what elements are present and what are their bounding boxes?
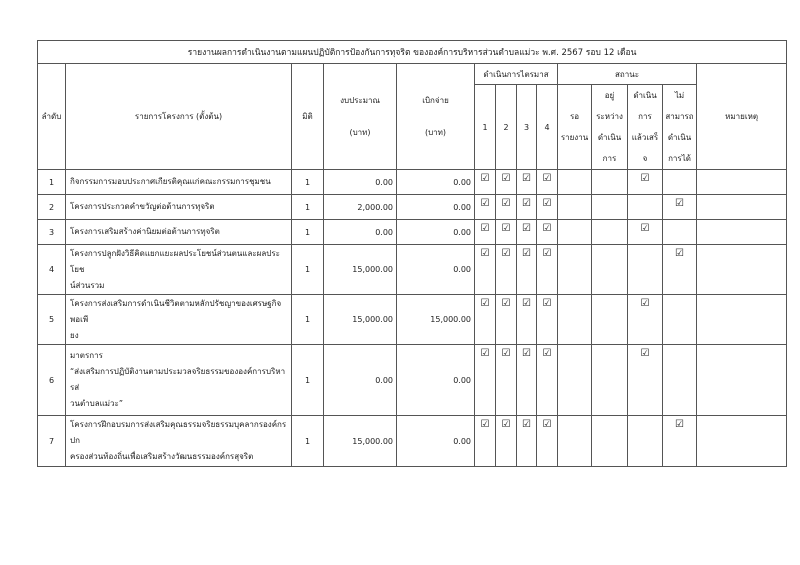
status-inprogress [592, 220, 628, 245]
header-status-group: สถานะ [558, 64, 697, 85]
dimension: 1 [292, 220, 324, 245]
header-quarter-1: 1 [475, 85, 496, 170]
quarter-4-check: ☑ [537, 416, 558, 467]
quarter-1-check: ☑ [475, 416, 496, 467]
table-row [38, 345, 787, 416]
status-inprogress [592, 195, 628, 220]
remark [697, 345, 787, 416]
quarter-1-check: ☑ [475, 345, 496, 416]
header-quarter-group: ดำเนินการไตรมาส [475, 64, 558, 85]
project-name-line: โครงการเสริมสร้างค่านิยมต่อต้านการทุจริต [70, 227, 220, 236]
table-row [38, 220, 787, 245]
disbursed: 0.00 [397, 245, 475, 295]
quarter-1-check: ☑ [475, 295, 496, 345]
quarter-2-check: ☑ [496, 416, 517, 467]
disbursed: 0.00 [397, 170, 475, 195]
quarter-1-check: ☑ [475, 220, 496, 245]
project-name-line: วนตำบลแม่วะ” [70, 399, 123, 408]
quarter-2-check: ☑ [496, 195, 517, 220]
status-done: ☑ [628, 170, 663, 195]
quarter-4-check: ☑ [537, 170, 558, 195]
dimension: 1 [292, 170, 324, 195]
budget: 15,000.00 [324, 416, 397, 467]
remark [697, 170, 787, 195]
project-name [66, 170, 292, 195]
quarter-3-check: ☑ [517, 220, 537, 245]
status-waiting [558, 170, 592, 195]
status-inprogress [592, 416, 628, 467]
status-waiting [558, 345, 592, 416]
header-project: รายการโครงการ (ตั้งต้น) [66, 64, 292, 170]
quarter-4-check: ☑ [537, 220, 558, 245]
status-unable [663, 295, 697, 345]
status-unable: ☑ [663, 416, 697, 467]
project-name-line: โครงการปลูกฝังวิธีคิดแยกแยะผลประโยชน์ส่วนตนและผลประโยช [70, 248, 280, 274]
quarter-1-check: ☑ [475, 195, 496, 220]
quarter-4-check: ☑ [537, 345, 558, 416]
budget: 2,000.00 [324, 195, 397, 220]
row-number: 6 [38, 345, 66, 416]
project-name-line: โครงการประกวดคำขวัญต่อต้านการทุจริต [70, 202, 215, 211]
status-done: ☑ [628, 295, 663, 345]
header-remark: หมายเหตุ [697, 64, 787, 170]
status-inprogress [592, 170, 628, 195]
project-name-line: “ส่งเสริมการปฏิบัติงานตามประมวลจริยธรรมขององค์การบริหารส่ [70, 367, 286, 392]
dimension: 1 [292, 345, 324, 416]
project-name-line: โครงการฝึกอบรมการส่งเสริมคุณธรรมจริยธรรมบุคลากรองค์กรปก [70, 420, 287, 445]
project-name-line: โครงการส่งเสริมการดำเนินชีวิตตามหลักปรัชญาของเศรษฐกิจพอเพี [70, 298, 282, 324]
status-inprogress [592, 295, 628, 345]
project-name-line: กิจกรรมการมอบประกาศเกียรติคุณแก่คณะกรรมการชุมชน [70, 177, 271, 186]
report-title: รายงานผลการดำเนินงานตามแผนปฏิบัติการป้องกันการทุจริต ขององค์การบริหารส่วนตำบลแม่วะ พ.ศ. 2567 รอบ 12 เดือน [38, 41, 787, 64]
row-number: 4 [38, 245, 66, 295]
status-waiting [558, 220, 592, 245]
quarter-2-check: ☑ [496, 345, 517, 416]
quarter-2-check: ☑ [496, 220, 517, 245]
quarter-3-check: ☑ [517, 170, 537, 195]
report-body [38, 170, 787, 467]
quarter-4-check: ☑ [537, 295, 558, 345]
quarter-2-check: ☑ [496, 245, 517, 295]
status-done [628, 245, 663, 295]
project-name [66, 416, 292, 467]
table-row [38, 195, 787, 220]
project-name [66, 220, 292, 245]
quarter-3-check: ☑ [517, 195, 537, 220]
status-done: ☑ [628, 345, 663, 416]
status-unable [663, 220, 697, 245]
row-number: 1 [38, 170, 66, 195]
header-quarter-3: 3 [517, 85, 537, 170]
quarter-1-check: ☑ [475, 245, 496, 295]
status-inprogress [592, 245, 628, 295]
remark [697, 195, 787, 220]
quarter-4-check: ☑ [537, 245, 558, 295]
dimension: 1 [292, 295, 324, 345]
table-row [38, 245, 787, 295]
status-unable [663, 170, 697, 195]
quarter-3-check: ☑ [517, 245, 537, 295]
project-name [66, 195, 292, 220]
remark [697, 220, 787, 245]
budget: 0.00 [324, 220, 397, 245]
quarter-3-check: ☑ [517, 295, 537, 345]
project-name-line: ยง [70, 330, 79, 340]
disbursed: 15,000.00 [397, 295, 475, 345]
status-waiting [558, 245, 592, 295]
row-number: 2 [38, 195, 66, 220]
header-quarter-2: 2 [496, 85, 517, 170]
remark [697, 295, 787, 345]
quarter-3-check: ☑ [517, 416, 537, 467]
table-row [38, 295, 787, 345]
report-table [37, 40, 787, 467]
row-number: 7 [38, 416, 66, 467]
header-dimension: มิติ [292, 64, 324, 170]
row-number: 3 [38, 220, 66, 245]
header-quarter-4: 4 [537, 85, 558, 170]
header-order: ลำดับ [38, 64, 66, 170]
status-waiting [558, 195, 592, 220]
budget: 0.00 [324, 345, 397, 416]
disbursed: 0.00 [397, 416, 475, 467]
status-unable: ☑ [663, 195, 697, 220]
project-name-line: น์ส่วนรวม [70, 280, 105, 290]
table-row [38, 170, 787, 195]
quarter-4-check: ☑ [537, 195, 558, 220]
budget: 15,000.00 [324, 245, 397, 295]
status-done [628, 195, 663, 220]
disbursed: 0.00 [397, 220, 475, 245]
budget: 15,000.00 [324, 295, 397, 345]
header-budget: งบประมาณ (บาท) [324, 64, 397, 170]
dimension: 1 [292, 416, 324, 467]
status-inprogress [592, 345, 628, 416]
quarter-2-check: ☑ [496, 295, 517, 345]
table-row [38, 416, 787, 467]
status-waiting [558, 416, 592, 467]
header-status-unable: ไม่ สามารถ ดำเนิน การได้ [663, 85, 697, 170]
status-unable: ☑ [663, 245, 697, 295]
quarter-2-check: ☑ [496, 170, 517, 195]
dimension: 1 [292, 195, 324, 220]
status-done [628, 416, 663, 467]
status-waiting [558, 295, 592, 345]
status-unable [663, 345, 697, 416]
quarter-1-check: ☑ [475, 170, 496, 195]
header-status-waiting: รอ รายงาน [558, 85, 592, 170]
project-name [66, 245, 292, 295]
status-done: ☑ [628, 220, 663, 245]
header-status-done: ดำเนิน การ แล้วเสร็ จ [628, 85, 663, 170]
header-disbursed: เบิกจ่าย (บาท) [397, 64, 475, 170]
project-name [66, 295, 292, 345]
remark [697, 416, 787, 467]
row-number: 5 [38, 295, 66, 345]
quarter-3-check: ☑ [517, 345, 537, 416]
remark [697, 245, 787, 295]
disbursed: 0.00 [397, 345, 475, 416]
project-name-line: มาตรการ [70, 351, 103, 360]
disbursed: 0.00 [397, 195, 475, 220]
project-name-line: ครองส่วนท้องถิ่นเพื่อเสริมสร้างวัฒนธรรมองค์กรสุจริต [70, 452, 254, 461]
budget: 0.00 [324, 170, 397, 195]
project-name [66, 345, 292, 416]
dimension: 1 [292, 245, 324, 295]
header-status-inprogress: อยู่ ระหว่าง ดำเนิน การ [592, 85, 628, 170]
